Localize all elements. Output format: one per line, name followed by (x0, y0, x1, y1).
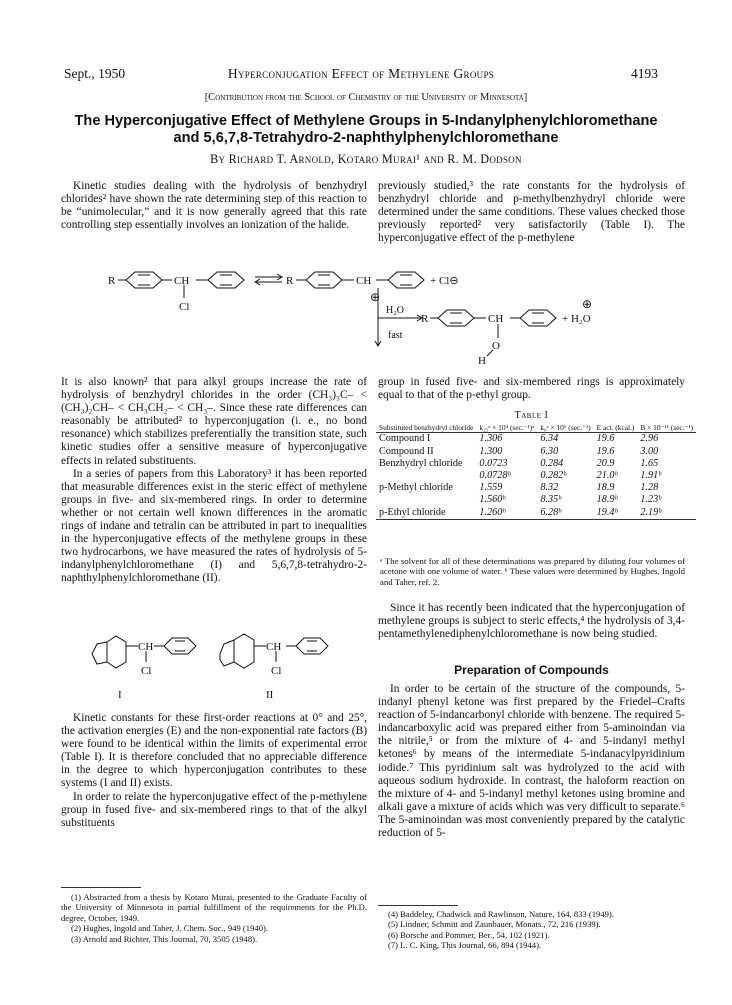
table-cell: 18.9 (596, 482, 615, 494)
right-after-table (378, 602, 685, 641)
footnote-rule (378, 905, 458, 906)
right-footnotes (378, 909, 685, 951)
left-body-bottom (61, 712, 367, 830)
table-row (376, 482, 696, 494)
benzene-ring (306, 272, 342, 288)
table-row (376, 446, 696, 458)
table-cell: 19.6 (596, 433, 615, 445)
benzene-ring (126, 272, 162, 288)
table-cell: 1.23ᵇ (640, 494, 661, 506)
table-cell: p-Methyl chloride (379, 482, 453, 494)
table-cell: 0.0723 (479, 457, 508, 469)
table-cell: Compound II (379, 445, 434, 457)
benzene-ring (164, 638, 196, 654)
right-intro (378, 180, 685, 245)
ch-label: CH (488, 313, 504, 325)
plus-cl: + Cl⊖ (430, 275, 459, 287)
paragraph: previously studied,³ the rate constants for the hydrolysis of benzhydryl chloride and p-methylbenzhydryl chloride were determined under the same conditions. These values checked those previously reported² very satisfactorily (Table I). The hyperconjugative effect of the p-methylene (378, 180, 685, 245)
reaction-scheme (100, 258, 620, 373)
header-running-title: Hyperconjugation Effect of Methylene Groups (227, 66, 495, 81)
benzene-ring (388, 272, 424, 288)
table-cell: 1.300 (479, 445, 503, 457)
plus-charge: ⊕ (582, 297, 593, 311)
left-intro (61, 180, 367, 232)
table-cell: 1.306 (479, 433, 503, 445)
h-label: H (478, 355, 486, 367)
benzene-ring (234, 634, 254, 668)
table-cell: 18.9ᵇ (596, 494, 618, 506)
benzene-ring (520, 310, 556, 326)
header-date: Sept., 1950 (64, 66, 126, 81)
table-cell: 19.6 (596, 445, 615, 457)
running-header (64, 66, 658, 84)
paragraph: In a series of papers from this Laboratory³ it has been reported that measurable differences exist in the steric effect of methylene groups in five- and six-membered rings. In order to determine whether or not certain well known differences in the aromatic rings of indane and tetralin can be attributed in part to inequalities in the hyperconjugative effects of the methylene groups in these two hydrocarbons, we have measured the rates of hydrolysis of 5-indanylphenylchloromethane (I) and 5,6,7,8-tetrahydro-2-naphthylphenylchloromethane (II). (61, 467, 367, 585)
water-label: H₂O (386, 305, 404, 316)
benzene-ring (107, 636, 126, 668)
table-row (376, 458, 696, 470)
paragraph: In order to relate the hyperconjugative effect of the p-methylene group in fused five- and six-membered rings to that of the alkyl substituents (61, 790, 367, 829)
table-cell: 8.32 (540, 482, 559, 494)
section-heading: Preparation of Compounds (454, 663, 609, 677)
footnote: (1) Abstracted from a thesis by Kotaro Murai, presented to the Graduate Faculty of the University of Minnesota in partial fulfillment of the requirements for the Ph.D. degree, October, 1949. (61, 892, 367, 923)
cyclopentane-ring (92, 642, 107, 664)
table-cell: 19.4ᵇ (596, 506, 618, 518)
table-i (376, 423, 694, 520)
contribution-line: [Contribution from the School of Chemistry of the University of Minnesota] (204, 92, 528, 103)
plus-water: + H₂O (562, 313, 591, 325)
left-footnotes (61, 892, 367, 944)
table-cell: Compound I (379, 433, 431, 445)
table-cell (376, 494, 476, 506)
ch-label: CH (356, 275, 372, 287)
table-row (376, 507, 696, 520)
table-cell: p-Ethyl chloride (379, 506, 446, 518)
table-cell: 1.560ᵇ (479, 494, 506, 506)
table-cell: 1.91ᵇ (640, 470, 661, 482)
ch-label: CH (266, 641, 282, 653)
cyclohexane-ring (220, 640, 234, 666)
header-page-number: 4193 (631, 66, 658, 81)
compound-label-i: I (118, 689, 122, 701)
article-title (40, 113, 692, 147)
benzene-ring (296, 638, 328, 654)
table-row (376, 470, 696, 482)
table-cell: 1.65 (640, 457, 659, 469)
table-caption: Table I (514, 410, 549, 421)
table-cell: 20.9 (596, 457, 615, 469)
column-header: k₂₅ᵃ × 10⁴ (sec.⁻¹)ᵃ (479, 423, 535, 432)
structures-i-ii (88, 628, 348, 703)
table-footnote: ᵃ The solvent for all of these determinations was prepared by diluting four volumes of acetone with one volume of water. ᵇ These values were determined by Hughes, Ingold and Taher, ref. 2. (380, 556, 685, 587)
column-header: Substituted benzhydryl chloride (379, 423, 474, 432)
kinetics-table (376, 424, 696, 520)
r-label: R (286, 275, 294, 287)
cl-label: Cl (179, 301, 190, 313)
paragraph: Kinetic constants for these first-order reactions at 0° and 25°, the activation energies (E) and the non-exponential rate factors (B) were found to be identical within the limits of experimental error (Table I). It is therefore concluded that no appreciable difference in the degree to which hyperconjugation contributes to these systems (I and II) exists. (61, 712, 367, 790)
table-header-row (376, 424, 696, 433)
table-cell (376, 470, 476, 482)
benzene-ring (208, 272, 244, 288)
table-cell: 0.284 (540, 457, 564, 469)
table-cell: 1.28 (640, 482, 659, 494)
compound-label-ii: II (266, 689, 274, 701)
column-header: B × 10⁻¹¹ (sec.⁻¹) (640, 423, 694, 432)
paragraph: It is also known² that para alkyl groups increase the rate of hydrolysis of benzhydryl chlorides in the order (CH₃)₃C– < (CH₃)₂CH– < CH₃CH₂– < CH₃–. Since these rate differences can reasonably be attributed² to hyperconjugation (i. e., no bond resonance) which stabilizes preferentially the transition state, such kinetic studies offer a sensitive measure of hyperconjugative effects in related substituents. (61, 376, 367, 467)
paragraph: In order to be certain of the structure of the compounds, 5-indanyl phenyl ketone was first prepared by the Friedel–Crafts reaction of 5-indancarbonyl chloride with benzene. The required 5-indancarboxylic acid was prepared either from 5-aminoindan via the nitrile,⁵ or from the mixture of 4- and 5-indanyl methyl ketones⁶ by means of the intermediate 5-indanacylpyridinium iodide.⁷ This pyridinium salt was hydrolyzed to the acid with aqueous sodium hydroxide. In contrast, the haloform reaction on the mixture of 4- and 5-indanyl methyl ketones using bromine and alkali gave a mixture of acids which was very difficult to separate.⁶ The 5-aminoindan was most conveniently prepared by the catalytic reduction of 5- (378, 683, 685, 840)
footnote: (5) Lindner, Schmitt and Zaunbauer, Monats., 72, 216 (1939). (388, 919, 601, 930)
plus-charge: ⊕ (370, 290, 381, 304)
authors-line: By Richard T. Arnold, Kotaro Murai¹ and R. M. Dodson (210, 152, 522, 166)
table-row (376, 433, 696, 446)
table-cell: 3.00 (640, 445, 659, 457)
footnote: (4) Baddeley, Chadwick and Rawlinson, Nature, 164, 833 (1949). (388, 909, 614, 919)
right-body (378, 376, 685, 402)
benzene-ring (438, 310, 474, 326)
table-cell: 2.96 (640, 433, 659, 445)
table-cell: 21.0ᵇ (596, 470, 618, 482)
table-cell: 1.260ᵇ (479, 506, 506, 518)
title-line-2: and 5,6,7,8-Tetrahydro-2-naphthylphenylchloromethane (173, 130, 559, 146)
cl-label: Cl (141, 665, 152, 677)
footnote: (7) L. C. King, This Journal, 66, 894 (1944). (388, 940, 542, 951)
o-label: O (492, 340, 500, 352)
table-cell: 8.35ᵇ (540, 494, 561, 506)
cl-label: Cl (271, 665, 282, 677)
paragraph: Since it has recently been indicated that the hyperconjugation of methylene groups is subject to steric effects,⁴ the hydrolysis of 3,4-pentamethylenediphenylchloromethane is now being studied. (378, 602, 685, 641)
table-cell: 0.282ᵇ (540, 470, 566, 482)
footnote: (2) Hughes, Ingold and Taher, J. Chem. Soc., 949 (1940). (71, 923, 268, 934)
table-row (376, 494, 696, 506)
table-cell: 0.0728ᵇ (479, 470, 511, 482)
column-header: E act. (kcal.) (596, 423, 635, 432)
paragraph: group in fused five- and six-membered rings is approximately equal to that of the p-ethyl group. (378, 376, 685, 402)
r-label: R (108, 275, 116, 287)
paragraph: Kinetic studies dealing with the hydrolysis of benzhydryl chlorides² have shown the rate determining step of this reaction to be “unimolecular,” and it is now generally agreed that this rate controlling step essentially involves an ionization of the halide. (61, 180, 367, 232)
table-cell: 6.30 (540, 445, 559, 457)
table-cell: 2.19ᵇ (640, 506, 661, 518)
fast-label: fast (388, 330, 403, 341)
right-body-bottom (378, 683, 685, 840)
left-body (61, 376, 367, 586)
footnote-rule (61, 887, 141, 888)
table-cell: 1.559 (479, 482, 503, 494)
title-line-1: The Hyperconjugative Effect of Methylene Groups in 5-Indanylphenylchloromethane (74, 113, 658, 129)
ch-label: CH (174, 275, 190, 287)
footnote: (6) Borsche and Pommer, Ber., 54, 102 (1921). (388, 929, 550, 940)
table-cell: 6.28ᵇ (540, 506, 561, 518)
column-header: k₀ᵃ × 10⁶ (sec.⁻¹) (540, 423, 591, 432)
r-label: R (421, 313, 429, 325)
ch-label: CH (138, 641, 154, 653)
footnote: (3) Arnold and Richter, This Journal, 70, 3505 (1948). (71, 933, 258, 944)
table-cell: 6.34 (540, 433, 559, 445)
table-cell: Benzhydryl chloride (379, 457, 463, 469)
